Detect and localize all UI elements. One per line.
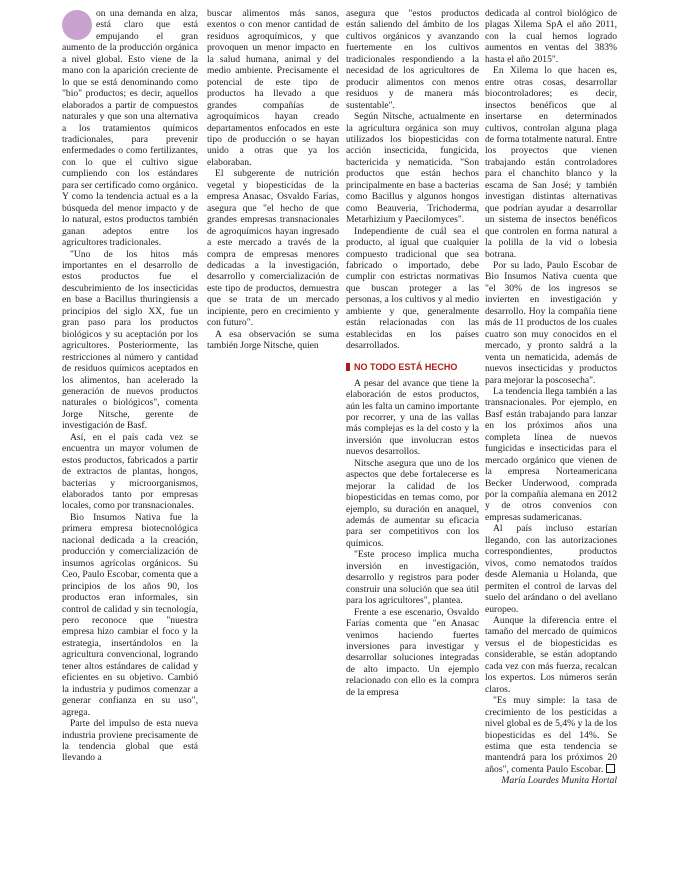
body-paragraph: Al país incluso estarían llegando, con las autorizaciones correspondientes, productos vivos, como nematodos traídos desde Alemania u Holanda, que permiten el control de larvas del suelo del arándano o del avellano europeo. xyxy=(485,523,617,615)
body-paragraph: Así, en el país cada vez se encuentra un mayor volumen de estos productos, fabricados a partir de extractos de plantas, hongos, bacterias y microorganismos, elaborados tanto por empresas locales, como por transnacionales. xyxy=(62,431,198,512)
body-paragraph: La tendencia llega también a las transnacionales. Por ejemplo, en Basf están trabajando para lanzar en los próximos años una completa línea de nuevos fungicidas e insecticidas para el mercado orgánico que vienen de la empresa Norteamericana Becker Underwood, comprada por la compañía alemana en 2012 y de otros convenios con empresas sudamericanas. xyxy=(485,385,617,523)
body-paragraph: Bio Insumos Nativa fue la primera empresa biotecnológica nacional dedicada a la creación, producción y comercialización de insumos agrícolas orgánicos. Su Ceo, Paulo Escobar, comenta que a principios de los años 90, los productos eran informales, sin control de calidad y sin tecnología, pero reconoce que "nuestra empresa hizo cambiar el foco y la estrategia, insertándolos en la agricultura convencional, logrando tener altos estándares de calidad y eficientes en su objetivo. Cambió la industria y pudimos comenzar a generar confianza en su uso", agrega. xyxy=(62,511,198,718)
subheading-text: NO TODO ESTÁ HECHO xyxy=(354,361,458,372)
drop-cap-ornament xyxy=(62,10,92,40)
body-paragraph: dedicada al control biológico de plagas Xilema SpA el año 2011, con la cual hemos logrado aumentos en ventas del 383% hasta el año 2015". xyxy=(485,8,617,65)
body-paragraph: Frente a ese escenario, Osvaldo Farías comenta que "en Anasac venimos haciendo fuertes inversiones para investigar y desarrollar soluciones integradas de alto impacto. Un ejemplo relacionado con ello es la compra de la empresa xyxy=(346,606,479,698)
article-column-3 xyxy=(346,8,479,878)
body-paragraph: asegura que "estos productos están saliendo del ámbito de los cultivos orgánicos y avanzando fuertemente en los cultivos tradicionales respondiendo a la necesidad de los agricultores de producir alimentos con menos residuos y de manera más sustentable". xyxy=(346,8,479,111)
body-paragraph: Según Nitsche, actualmente en la agricultura orgánica son muy utilizados los biopesticidas con acción insecticida, fungicida, bactericida y nematicida. "Son productos que están hechos principalmente en base a bacterias como Bacillus y algunos hongos como Beauveria, Trichoderma, Metarhizium y Paecilomyces". xyxy=(346,111,479,226)
end-of-article-icon xyxy=(606,764,615,773)
body-paragraph: Por su lado, Paulo Escobar de Bio Insumos Nativa cuenta que "el 30% de los ingresos se invierten en investigación y desarrollo. Hoy la compañía tiene más de 11 productos de los cuales cuatro son muy conocidos en el mercado, y pronto saldrá a la venta un nematicida, además de nuevos insecticidas y productos para mejorar la poscosecha". xyxy=(485,259,617,386)
body-paragraph: buscar alimentos más sanos, exentos o con menor cantidad de residuos agroquímicos, y que provoquen un menor impacto en la salud humana, animal y del medio ambiente. Precisamente el potencial de este tipo de productos ha llevado a que grandes compañías de agroquímicos hayan creado departamentos enfocados en este tipo de producción o se hayan unido a otras que ya los elaboraban. xyxy=(207,8,339,168)
article-column-1 xyxy=(62,8,198,878)
body-paragraph: "Uno de los hitos más importantes en el desarrollo de estos productos fue el descubrimiento de los insecticidas en base a Bacillus thuringiensis a principios del siglo XX, fue un gran paso para los productos biológicos y su aceptación por los agricultores. Posteriormente, las restricciones al número y cantidad de residuos químicos aceptados en los alimentos, han acelerado la generación de nuevos productos naturales o biológicos", comenta Jorge Nitsche, gerente de investigación de Basf. xyxy=(62,248,198,432)
closing-paragraph-text: "Es muy simple: la tasa de crecimiento de los pesticidas a nivel global es de 5,4% y la de los biopesticidas es del 14%. Se estima que esta tendencia se mantendrá para los próximos 20 años", comenta Paulo Escobar. xyxy=(485,695,617,775)
body-paragraph: Parte del impulso de esta nueva industria proviene precisamente de la tendencia global que está llevando a xyxy=(62,718,198,764)
lead-paragraph xyxy=(62,8,198,249)
closing-paragraph xyxy=(485,695,617,775)
body-paragraph: Nitsche asegura que uno de los aspectos que debe fortalecerse es mejorar la calidad de los biopesticidas en temas como, por ejemplo, su duración en anaquel, además de aumentar su eficacia para ser competitivos con los químicos. xyxy=(346,457,479,549)
body-paragraph: A pesar del avance que tiene la elaboración de estos productos, aún les falta un camino importante por recorrer, y una de las vallas más complejas es la del costo y la inversión que involucran estos nuevos desarrollos. xyxy=(346,377,479,458)
article-column-4 xyxy=(485,8,617,878)
body-paragraph: En Xilema lo que hacen es, entre otras cosas, desarrollar biocontroladores; es decir, insectos benéficos que al insertarse en determinados cultivos, controlan alguna plaga de forma totalmente natural. Entre los proyectos que vienen trabajando están controladores para el chanchito blanco y la escama de San José; y también investigan distintas alternativas que podrían ayudar a desarrollar un sistema de insectos benéficos que controlen en forma natural a la polilla de la vid o lobesia botrana. xyxy=(485,65,617,260)
body-paragraph: Aunque la diferencia entre el tamaño del mercado de químicos versus el de biopesticidas es considerable, se están adoptando cada vez con más fuerza, recalcan los expertos. Los números serán claros. xyxy=(485,615,617,695)
subheading-marker xyxy=(346,363,350,371)
body-paragraph: El subgerente de nutrición vegetal y biopesticidas de la empresa Anasac, Osvaldo Farías, asegura que "el hecho de que grandes empresas transnacionales de agroquímicos hayan ingresado a este mercado a través de la compra de empresas menores dedicadas a la investigación, desarrollo y comercialización de este tipo de productos, demuestra que se trata de un mercado incipiente, pero en crecimiento y con futuro". xyxy=(207,168,339,329)
body-paragraph: Independiente de cuál sea el producto, al igual que cualquier compuesto tradicional que sea fabricado o importado, debe cumplir con estrictas normativas que buscan proteger a las personas, a los cultivos y al medio ambiente y que, generalmente están relacionadas con las establecidas en los países desarrollados. xyxy=(346,225,479,352)
indented-quote: "Este proceso implica mucha inversión en investigación, desarrollo y registros para poder construir una solución que sea útil para los agricultores", plantea. xyxy=(346,549,479,607)
body-paragraph: A esa observación se suma también Jorge Nitsche, quien xyxy=(207,328,339,352)
section-subheading xyxy=(346,362,479,372)
article-column-2 xyxy=(207,8,339,878)
lead-paragraph-text: on una demanda en alza, está claro que está empujando el gran aumento de la producción orgánica a nivel global. Esto viene de la mano con la aparición creciente de lo que se está denominando como "bio" productos; es decir, aquellos elaborados a partir de compuestos naturales y que son una alternativa a los tratamientos químicos tradicionales, para prevenir enfermedades o como fertilizantes, con lo que el cultivo sigue cumpliendo con los estándares para ser certificado como orgánico. Y como la tendencia actual es a la búsqueda del menor impacto y de lo natural, estos productos también ganan adeptos entre los agricultores tradicionales. xyxy=(62,8,198,249)
author-signature: María Lourdes Munita Hortal xyxy=(501,775,617,787)
